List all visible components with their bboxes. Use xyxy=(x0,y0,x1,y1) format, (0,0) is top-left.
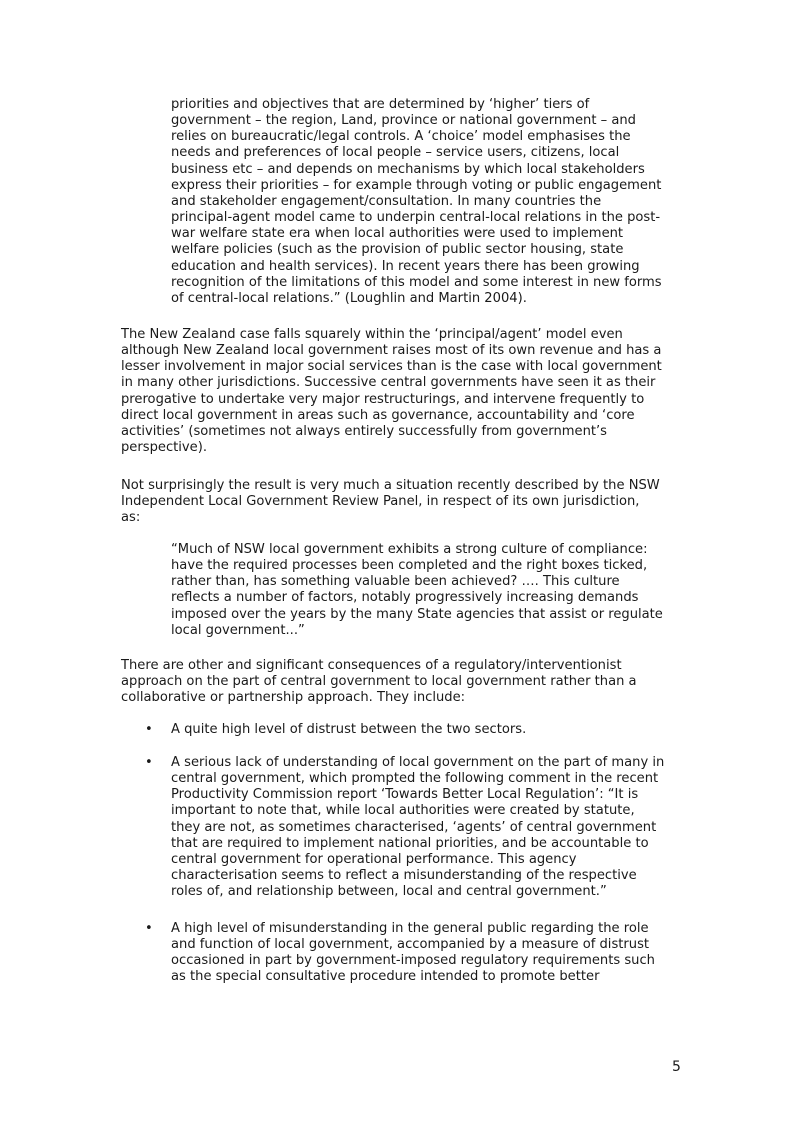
list-item-text: A serious lack of understanding of local government on the part of many in central government, which prompted the following comment in the recent Productivity Commission report ‘Towards Better Local Regulation’: “It is important to note that, while local authorities were created by statute, they are not, as sometimes characterised, ‘agents’ of central government that are required to implement national priorities, and be accountable to central government for operational performance. This agency characterisation seems to reflect a misunderstanding of the respective roles of, and relationship between, local and central government.” xyxy=(171,755,665,900)
paragraph-consequences: There are other and significant consequences of a regulatory/interventionist approach on the part of central government to local government rather than a collaborative or partnership approach. They include: xyxy=(121,658,637,706)
block-quote-nsw: “Much of NSW local government exhibits a strong culture of compliance: have the required processes been completed and the right boxes ticked, rather than, has something valuable been achieved? …. This culture reflects a number of factors, notably progressively increasing demands imposed over the years by the many State agencies that assist or regulate local government...” xyxy=(171,542,663,638)
paragraph-new-zealand-case: The New Zealand case falls squarely within the ‘principal/agent’ model even although New Zealand local government raises most of its own revenue and has a lesser involvement in major social services than is the case with local government in many other jurisdictions. Successive central governments have seen it as their prerogative to undertake very major restructurings, and intervene frequently to direct local government in areas such as governance, accountability and ‘core activities’ (sometimes not always entirely successfully from government’s perspective). xyxy=(121,327,662,456)
bullet-icon: • xyxy=(145,755,153,770)
block-quote-loughlin-martin: priorities and objectives that are determined by ‘higher’ tiers of government – the region, Land, province or national government – and relies on bureaucratic/legal controls. A ‘choice’ model emphasises the needs and preferences of local people – service users, citizens, local business etc – and depends on mechanisms by which local stakeholders express their priorities – for example through voting or public engagement and stakeholder engagement/consultation. In many countries the principal-agent model came to underpin central-local relations in the post- war welfare state era when local authorities were used to implement welfare policies (such as the provision of public sector housing, state education and health services). In recent years there has been growing recognition of the limitations of this model and some interest in new forms of central-local relations.” (Loughlin and Martin 2004). xyxy=(171,97,662,306)
bullet-icon: • xyxy=(145,921,153,936)
list-item-text: A quite high level of distrust between the two sectors. xyxy=(171,722,527,737)
page-number: 5 xyxy=(672,1059,681,1075)
list-item-text: A high level of misunderstanding in the general public regarding the role and function of local government, accompanied by a measure of distrust occasioned in part by government-imposed regulatory requirements such as the special consultative procedure intended to promote better xyxy=(171,921,655,985)
bullet-icon: • xyxy=(145,722,153,737)
paragraph-nsw-review-panel: Not surprisingly the result is very much a situation recently described by the NSW Independent Local Government Review Panel, in respect of its own jurisdiction, as: xyxy=(121,478,660,526)
